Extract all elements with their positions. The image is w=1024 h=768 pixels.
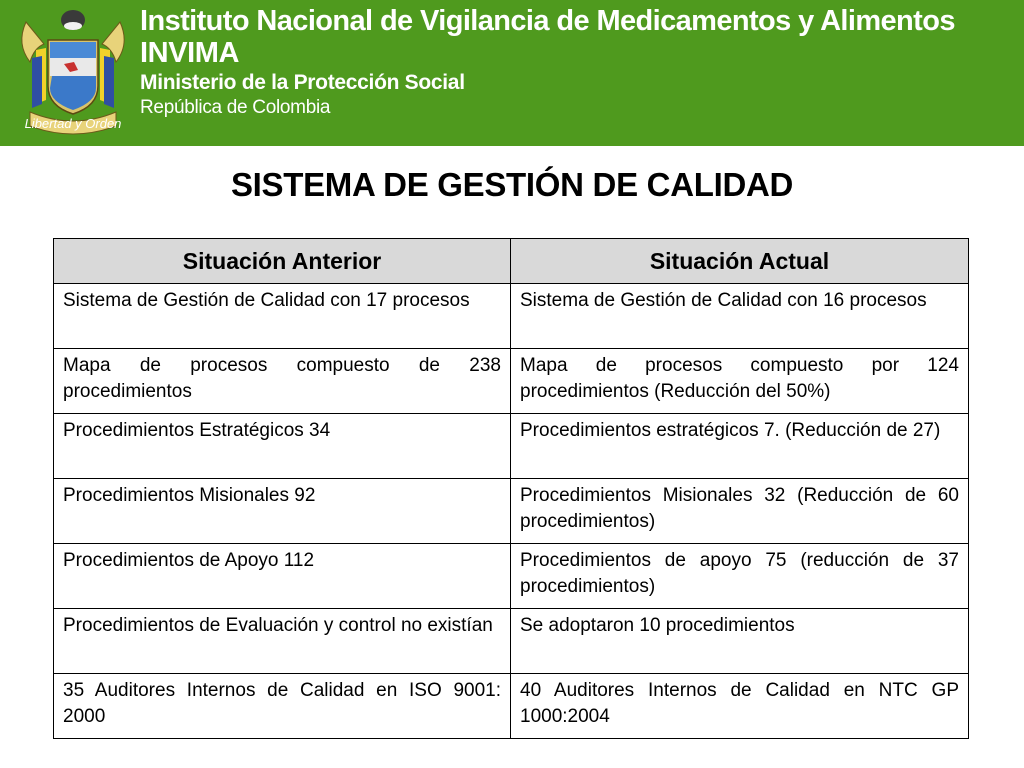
cell-current: Procedimientos estratégicos 7. (Reducción de 27): [511, 414, 969, 479]
table-row: [54, 479, 969, 544]
colombia-coat-of-arms-icon: [12, 4, 134, 142]
cell-previous: Procedimientos de Apoyo 112: [54, 544, 511, 609]
table-row: [54, 284, 969, 349]
cell-previous: Sistema de Gestión de Calidad con 17 procesos: [54, 284, 511, 349]
table-row: [54, 674, 969, 739]
cell-current: 40 Auditores Internos de Calidad en NTC GP 1000:2004: [511, 674, 969, 739]
cell-previous: 35 Auditores Internos de Calidad en ISO 9001: 2000: [54, 674, 511, 739]
institute-name: Instituto Nacional de Vigilancia de Medicamentos y Alimentos: [140, 5, 955, 37]
table-row: [54, 349, 969, 414]
cell-current: Se adoptaron 10 procedimientos: [511, 609, 969, 674]
cell-current: Procedimientos de apoyo 75 (reducción de 37 procedimientos): [511, 544, 969, 609]
header-text: [140, 4, 955, 119]
cell-previous: Procedimientos Estratégicos 34: [54, 414, 511, 479]
column-header-current: Situación Actual: [511, 239, 969, 284]
institute-acronym: INVIMA: [140, 37, 240, 69]
cell-current: Procedimientos Misionales 32 (Reducción de 60 procedimientos): [511, 479, 969, 544]
header-banner: [0, 0, 1024, 146]
column-header-previous: Situación Anterior: [54, 239, 511, 284]
table-row: [54, 544, 969, 609]
cell-previous: Procedimientos Misionales 92: [54, 479, 511, 544]
svg-text:Libertad y Orden: Libertad y Orden: [24, 116, 122, 131]
comparison-table: [53, 238, 969, 739]
cell-previous: Mapa de procesos compuesto de 238 procedimientos: [54, 349, 511, 414]
country-name: República de Colombia: [140, 97, 331, 118]
table-header-row: [54, 239, 969, 284]
cell-previous: Procedimientos de Evaluación y control no existían: [54, 609, 511, 674]
ministry-name: Ministerio de la Protección Social: [140, 71, 465, 94]
page-title: SISTEMA DE GESTIÓN DE CALIDAD: [230, 166, 794, 203]
cell-current: Mapa de procesos compuesto por 124 procedimientos (Reducción del 50%): [511, 349, 969, 414]
table-row: [54, 414, 969, 479]
table-row: [54, 609, 969, 674]
cell-current: Sistema de Gestión de Calidad con 16 procesos: [511, 284, 969, 349]
